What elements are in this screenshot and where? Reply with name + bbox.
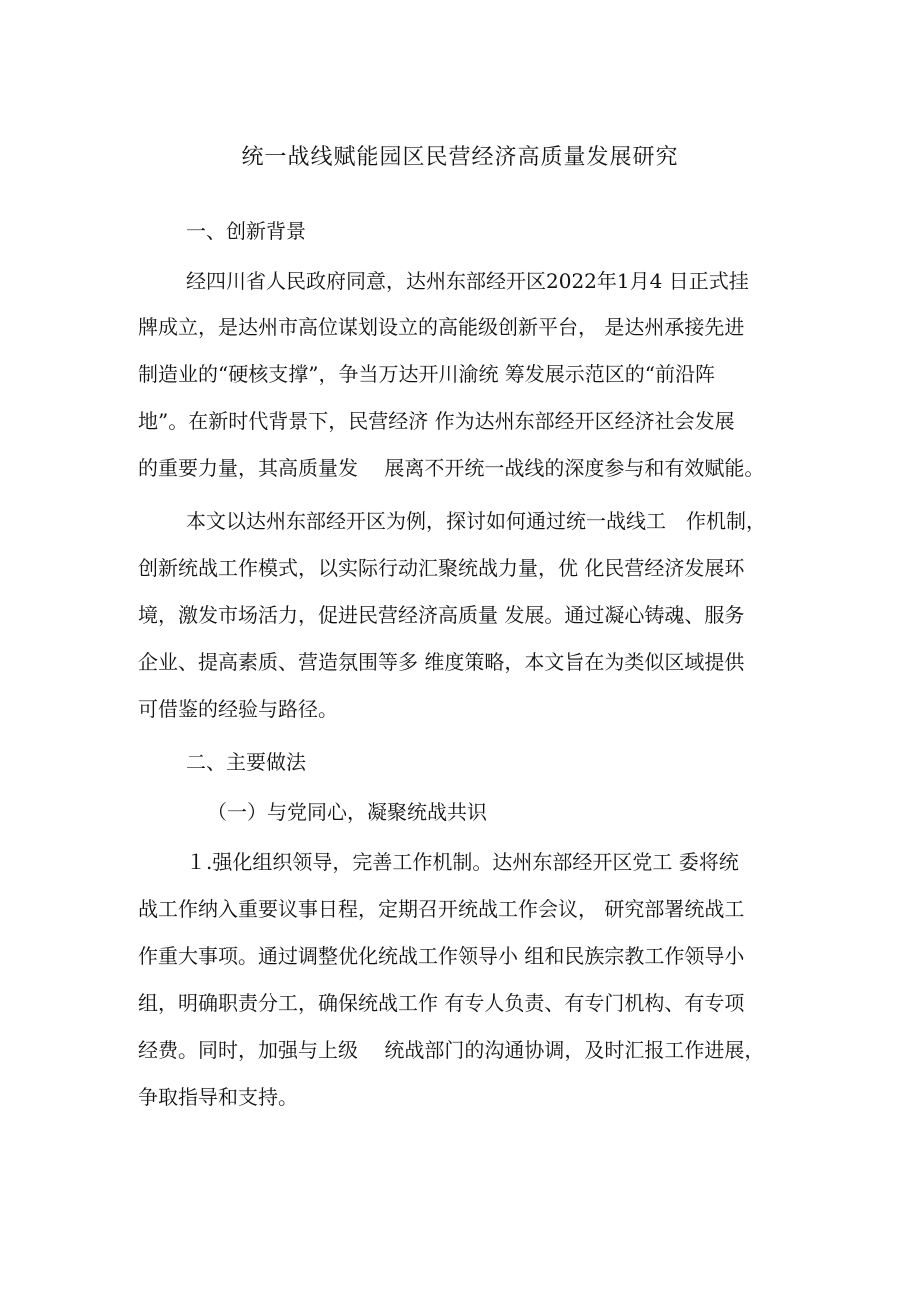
paragraph-line: 组，明确职责分工，确保统战工作 有专人负责、有专门机构、有专项 <box>138 991 745 1015</box>
paragraph-line: 本文以达州东部经开区为例，探讨如何通过统一战线工 作机制， <box>186 509 766 533</box>
paragraph-line: 牌成立，是达州市高位谋划设立的高能级创新平台， 是达州承接先进 <box>138 315 745 339</box>
paragraph-line: 经四川省人民政府同意，达州东部经开区2022年1月4 日正式挂 <box>186 269 749 293</box>
paragraph-line: １.强化组织领导，完善工作机制。达州东部经开区党工 委将统 <box>186 850 739 874</box>
paragraph-line: 可借鉴的经验与路径。 <box>138 697 338 721</box>
paragraph-line: 争取指导和支持。 <box>138 1085 298 1109</box>
section-heading: 一、创新背景 <box>186 219 306 243</box>
section-heading: 二、主要做法 <box>186 750 306 774</box>
subsection-heading: （一）与党同心，凝聚统战共识 <box>207 800 487 824</box>
paragraph-line: 企业、提高素质、营造氛围等多 维度策略，本文旨在为类似区域提供 <box>138 650 745 674</box>
paragraph-line: 境，激发市场活力，促进民营经济高质量 发展。通过凝心铸魂、服务 <box>138 603 745 627</box>
paragraph-line: 的重要力量，其高质量发 展离不开统一战线的深度参与和有效赋能。 <box>138 456 765 480</box>
paragraph-line: 经费。同时，加强与上级 统战部门的沟通协调，及时汇报工作进展， <box>138 1038 765 1062</box>
paragraph-line: 作重大事项。通过调整优化统战工作领导小 组和民族宗教工作领导小 <box>138 944 745 968</box>
paragraph-line: 制造业的“硬核支撑”，争当万达开川渝统 筹发展示范区的“前沿阵 <box>138 362 716 386</box>
paragraph-line: 战工作纳入重要议事日程，定期召开统战工作会议， 研究部署统战工 <box>138 897 745 921</box>
document-title: 统一战线赋能园区民营经济高质量发展研究 <box>241 145 679 170</box>
paragraph-line: 地”。在新时代背景下，民营经济 作为达州东部经开区经济社会发展 <box>138 409 735 433</box>
paragraph-line: 创新统战工作模式，以实际行动汇聚统战力量，优 化民营经济发展环 <box>138 556 745 580</box>
